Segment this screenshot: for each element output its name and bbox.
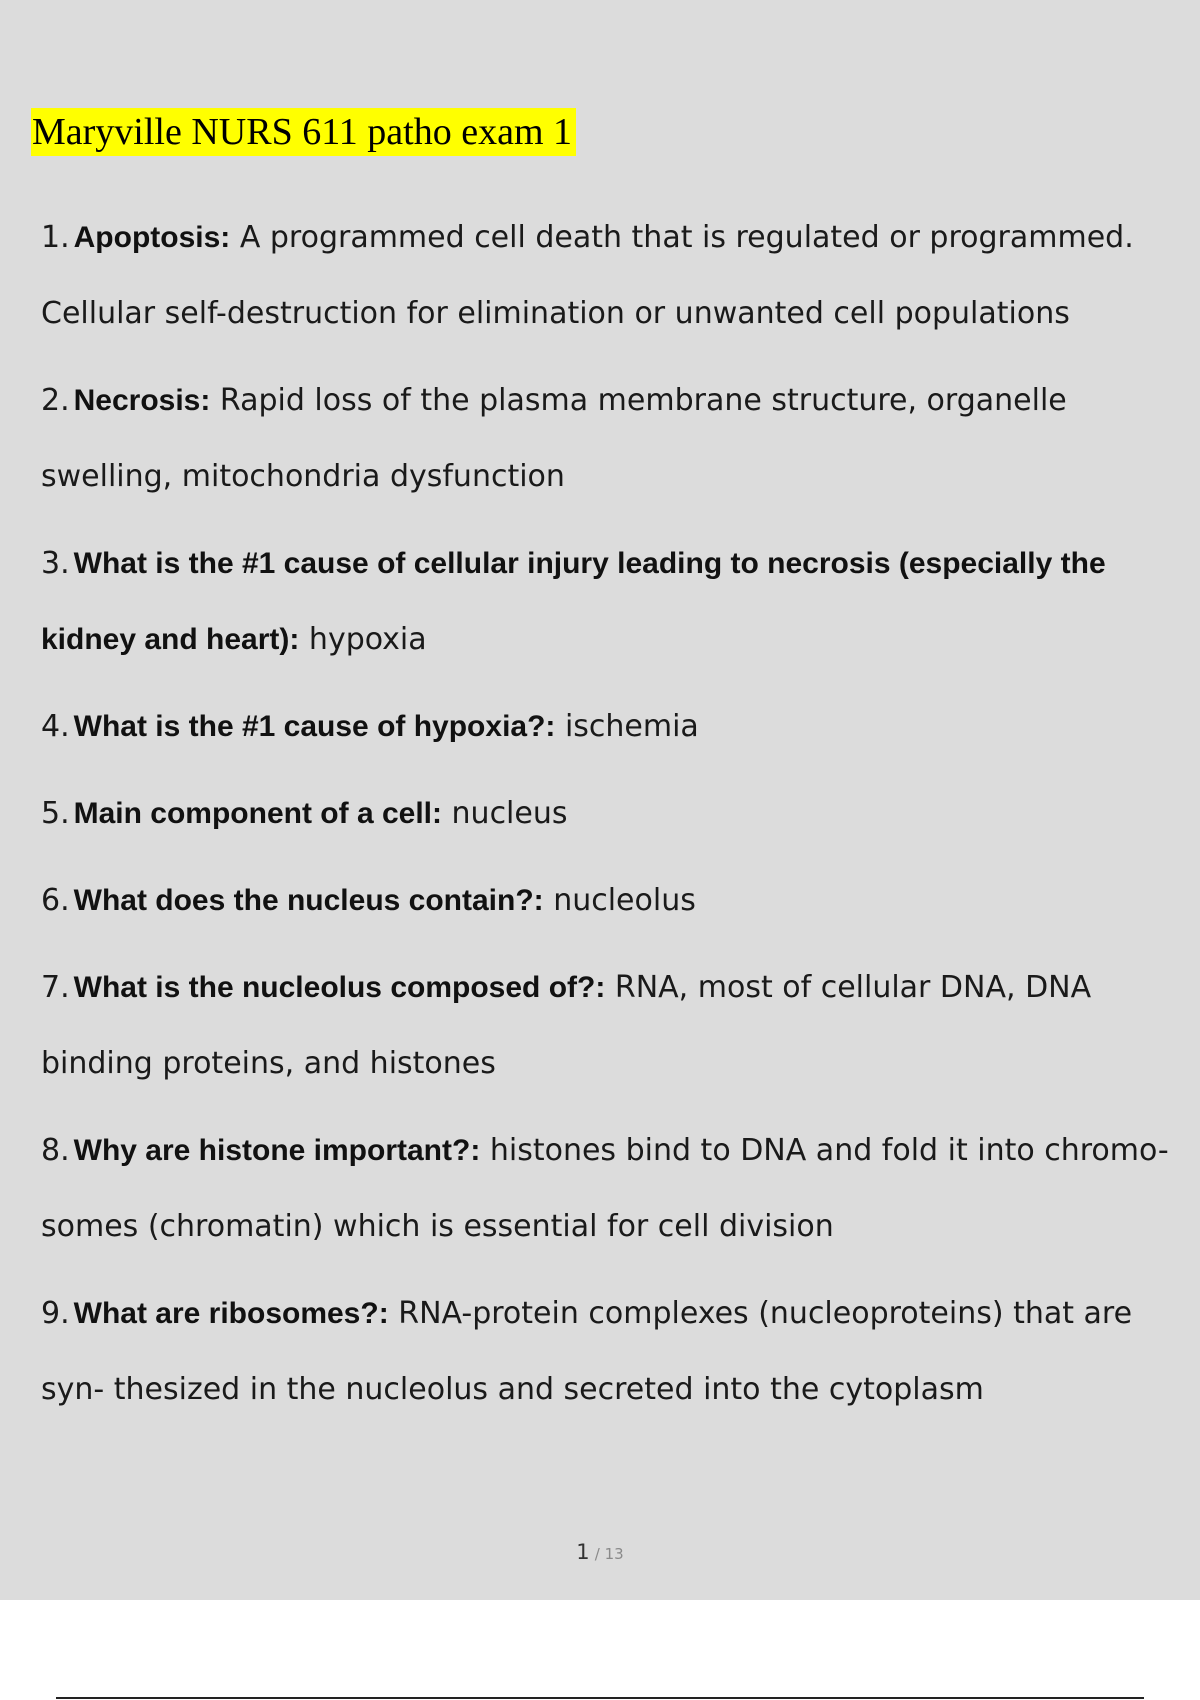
item-answer: RNA, most of cellular DNA, DNA binding proteins, and histones	[41, 970, 1092, 1081]
page-total: / 13	[594, 1545, 624, 1563]
item-answer: hypoxia	[299, 622, 427, 657]
list-item	[41, 526, 1191, 678]
item-number: 5.	[41, 796, 70, 831]
list-item	[41, 200, 1191, 352]
item-number: 9.	[41, 1296, 70, 1331]
item-answer: RNA-protein complexes (nucleoproteins) that are syn- thesized in the nucleolus and secreted into the cytoplasm	[41, 1296, 1133, 1407]
list-item	[41, 689, 1191, 765]
item-term: What is the nucleolus composed of?:	[73, 971, 606, 1004]
item-number: 2.	[41, 383, 70, 418]
document-title: Maryville NURS 611 patho exam 1	[31, 108, 576, 156]
item-number: 7.	[41, 970, 70, 1005]
item-term: Why are histone important?:	[73, 1134, 481, 1167]
list-item	[41, 1113, 1191, 1265]
list-item	[41, 950, 1191, 1102]
item-answer: histones bind to DNA and fold it into chromo- somes (chromatin) which is essential for cell division	[41, 1133, 1169, 1244]
item-number: 8.	[41, 1133, 70, 1168]
item-term: Apoptosis:	[73, 221, 231, 254]
item-number: 4.	[41, 709, 70, 744]
list-item	[41, 776, 1191, 852]
list-item	[41, 863, 1191, 939]
item-term: What are ribosomes?:	[73, 1297, 389, 1330]
item-number: 3.	[41, 546, 70, 581]
item-answer: A programmed cell death that is regulated or programmed. Cellular self-destruction for elimination or unwanted cell populations	[41, 220, 1134, 331]
qa-list	[41, 200, 1191, 1439]
next-page-divider	[56, 1697, 1144, 1699]
page-current: 1	[576, 1540, 590, 1564]
item-term: Main component of a cell:	[73, 797, 442, 830]
item-term: What is the #1 cause of hypoxia?:	[73, 710, 556, 743]
item-answer: nucleolus	[543, 883, 696, 918]
list-item	[41, 363, 1191, 515]
list-item	[41, 1276, 1191, 1428]
item-number: 6.	[41, 883, 70, 918]
item-answer: ischemia	[555, 709, 699, 744]
item-answer: Rapid loss of the plasma membrane structure, organelle swelling, mitochondria dysfunction	[41, 383, 1067, 494]
page-indicator	[0, 1540, 1200, 1564]
item-term: What does the nucleus contain?:	[73, 884, 544, 917]
item-number: 1.	[41, 220, 70, 255]
item-term: Necrosis:	[73, 384, 211, 417]
item-term: What is the #1 cause of cellular injury leading to necrosis (especially the kidney and heart):	[41, 547, 1106, 656]
item-answer: nucleus	[442, 796, 568, 831]
